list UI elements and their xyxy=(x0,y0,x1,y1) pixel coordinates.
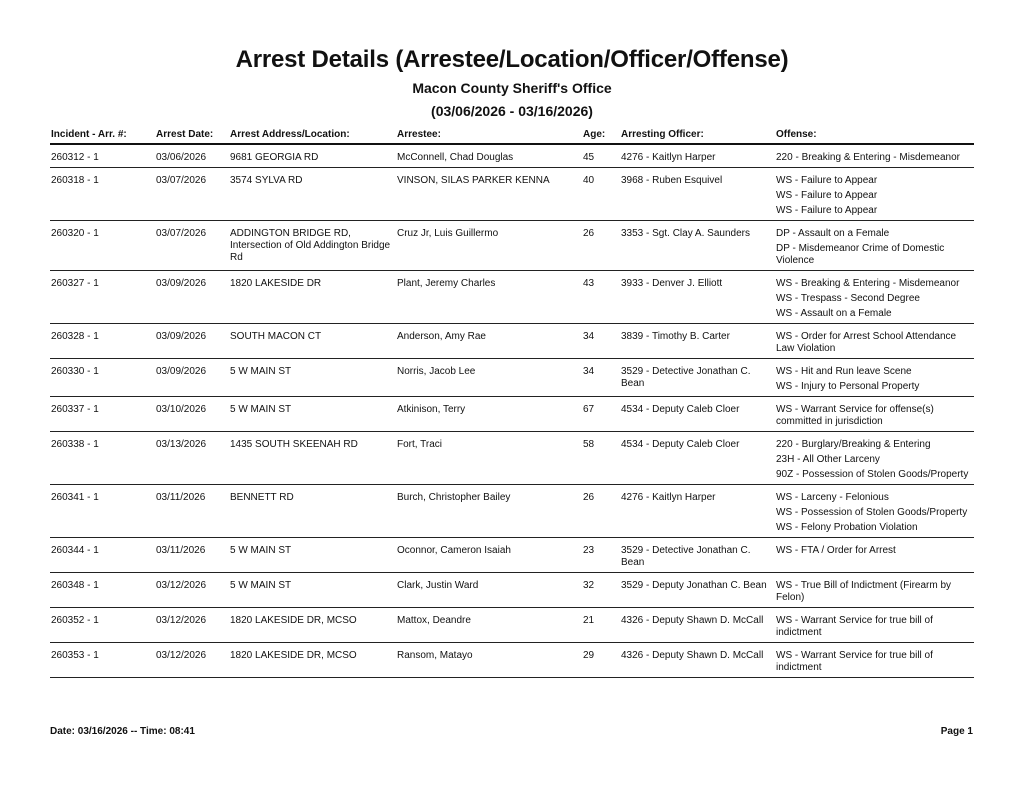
cell-offenses xyxy=(775,221,974,271)
arrest-table xyxy=(50,125,974,678)
cell-address: 1820 LAKESIDE DR, MCSO xyxy=(229,608,396,643)
offense-item: 220 - Burglary/Breaking & Entering xyxy=(776,439,931,450)
offense-item: WS - FTA / Order for Arrest xyxy=(776,545,896,556)
offense-item: WS - Felony Probation Violation xyxy=(776,522,918,533)
offense-item: 220 - Breaking & Entering - Misdemeanor xyxy=(776,152,960,163)
cell-arrest-date: 03/11/2026 xyxy=(155,485,229,538)
cell-incident: 260353 - 1 xyxy=(50,643,155,678)
cell-officer: 4276 - Kaitlyn Harper xyxy=(620,144,775,168)
cell-officer: 3353 - Sgt. Clay A. Saunders xyxy=(620,221,775,271)
col-header-age: Age: xyxy=(582,125,620,144)
cell-arrest-date: 03/11/2026 xyxy=(155,538,229,573)
cell-arrestee: Plant, Jeremy Charles xyxy=(396,271,582,324)
cell-officer: 4534 - Deputy Caleb Cloer xyxy=(620,432,775,485)
cell-address: 5 W MAIN ST xyxy=(229,359,396,397)
cell-age: 34 xyxy=(582,359,620,397)
cell-arrest-date: 03/12/2026 xyxy=(155,573,229,608)
cell-offenses xyxy=(775,359,974,397)
offense-item: WS - Failure to Appear xyxy=(776,205,878,216)
offense-item: DP - Assault on a Female xyxy=(776,228,890,239)
offense-item: WS - True Bill of Indictment (Firearm by Felon) xyxy=(776,580,952,603)
cell-offenses xyxy=(775,144,974,168)
cell-incident: 260318 - 1 xyxy=(50,168,155,221)
cell-arrestee: Cruz Jr, Luis Guillermo xyxy=(396,221,582,271)
cell-incident: 260341 - 1 xyxy=(50,485,155,538)
cell-offenses xyxy=(775,168,974,221)
cell-officer: 3529 - Detective Jonathan C. Bean xyxy=(620,538,775,573)
cell-address: 5 W MAIN ST xyxy=(229,397,396,432)
offense-item: WS - Order for Arrest School Attendance Law Violation xyxy=(776,331,957,354)
cell-offenses xyxy=(775,324,974,359)
table-row xyxy=(50,359,974,397)
cell-offenses xyxy=(775,271,974,324)
cell-age: 40 xyxy=(582,168,620,221)
cell-offenses xyxy=(775,643,974,678)
table-row xyxy=(50,432,974,485)
table-row xyxy=(50,485,974,538)
cell-incident: 260320 - 1 xyxy=(50,221,155,271)
cell-officer: 3968 - Ruben Esquivel xyxy=(620,168,775,221)
cell-age: 21 xyxy=(582,608,620,643)
cell-arrestee: Norris, Jacob Lee xyxy=(396,359,582,397)
cell-offenses xyxy=(775,432,974,485)
offense-item: WS - Possession of Stolen Goods/Property xyxy=(776,507,968,518)
cell-address: 1435 SOUTH SKEENAH RD xyxy=(229,432,396,485)
cell-arrest-date: 03/13/2026 xyxy=(155,432,229,485)
cell-address: SOUTH MACON CT xyxy=(229,324,396,359)
offense-item: WS - Assault on a Female xyxy=(776,308,892,319)
cell-arrest-date: 03/12/2026 xyxy=(155,608,229,643)
table-row xyxy=(50,573,974,608)
cell-offenses xyxy=(775,485,974,538)
cell-officer: 4326 - Deputy Shawn D. McCall xyxy=(620,608,775,643)
cell-age: 26 xyxy=(582,221,620,271)
cell-arrest-date: 03/07/2026 xyxy=(155,221,229,271)
cell-arrestee: Oconnor, Cameron Isaiah xyxy=(396,538,582,573)
col-header-arrest-date: Arrest Date: xyxy=(155,125,229,144)
report-title: Arrest Details (Arrestee/Location/Officer/Offense) xyxy=(235,46,789,73)
cell-arrestee: McConnell, Chad Douglas xyxy=(396,144,582,168)
cell-officer: 3529 - Detective Jonathan C. Bean xyxy=(620,359,775,397)
cell-address: 1820 LAKESIDE DR xyxy=(229,271,396,324)
cell-incident: 260338 - 1 xyxy=(50,432,155,485)
cell-incident: 260344 - 1 xyxy=(50,538,155,573)
cell-incident: 260348 - 1 xyxy=(50,573,155,608)
cell-incident: 260352 - 1 xyxy=(50,608,155,643)
cell-arrest-date: 03/10/2026 xyxy=(155,397,229,432)
table-row xyxy=(50,271,974,324)
col-header-incident: Incident - Arr. #: xyxy=(50,125,155,144)
cell-age: 45 xyxy=(582,144,620,168)
offense-item: 23H - All Other Larceny xyxy=(776,454,880,465)
offense-item: WS - Injury to Personal Property xyxy=(776,381,920,392)
cell-arrestee: Atkinison, Terry xyxy=(396,397,582,432)
offense-item: WS - Larceny - Felonious xyxy=(776,492,889,503)
offense-item: WS - Hit and Run leave Scene xyxy=(776,366,912,377)
offense-item: DP - Misdemeanor Crime of Domestic Violence xyxy=(776,243,945,266)
cell-arrestee: VINSON, SILAS PARKER KENNA xyxy=(396,168,582,221)
table-row xyxy=(50,397,974,432)
cell-address: 5 W MAIN ST xyxy=(229,538,396,573)
col-header-arrestee: Arrestee: xyxy=(396,125,582,144)
cell-arrest-date: 03/07/2026 xyxy=(155,168,229,221)
page-number: Page 1 xyxy=(940,726,973,737)
cell-address: 5 W MAIN ST xyxy=(229,573,396,608)
cell-arrest-date: 03/09/2026 xyxy=(155,359,229,397)
offense-item: WS - Warrant Service for offense(s) committed in jurisdiction xyxy=(776,404,934,427)
offense-item: WS - Warrant Service for true bill of indictment xyxy=(776,650,933,673)
cell-offenses xyxy=(775,538,974,573)
offense-item: WS - Warrant Service for true bill of indictment xyxy=(776,615,933,638)
cell-arrestee: Fort, Traci xyxy=(396,432,582,485)
cell-officer: 3839 - Timothy B. Carter xyxy=(620,324,775,359)
table-row xyxy=(50,221,974,271)
cell-arrest-date: 03/09/2026 xyxy=(155,271,229,324)
cell-offenses xyxy=(775,608,974,643)
cell-incident: 260337 - 1 xyxy=(50,397,155,432)
cell-age: 23 xyxy=(582,538,620,573)
cell-arrestee: Mattox, Deandre xyxy=(396,608,582,643)
cell-officer: 4534 - Deputy Caleb Cloer xyxy=(620,397,775,432)
print-timestamp: Date: 03/16/2026 -- Time: 08:41 xyxy=(50,726,195,737)
cell-address: 3574 SYLVA RD xyxy=(229,168,396,221)
cell-incident: 260327 - 1 xyxy=(50,271,155,324)
cell-offenses xyxy=(775,573,974,608)
cell-incident: 260312 - 1 xyxy=(50,144,155,168)
cell-address: BENNETT RD xyxy=(229,485,396,538)
col-header-offense: Offense: xyxy=(775,125,974,144)
table-row xyxy=(50,608,974,643)
cell-arrest-date: 03/12/2026 xyxy=(155,643,229,678)
cell-offenses xyxy=(775,397,974,432)
cell-address: ADDINGTON BRIDGE RD, Intersection of Old Addington Bridge Rd xyxy=(229,221,396,271)
cell-age: 29 xyxy=(582,643,620,678)
agency-name: Macon County Sheriff's Office xyxy=(412,80,612,96)
cell-age: 32 xyxy=(582,573,620,608)
offense-item: 90Z - Possession of Stolen Goods/Property xyxy=(776,469,969,480)
table-header-row xyxy=(50,125,974,144)
date-range: (03/06/2026 - 03/16/2026) xyxy=(431,103,593,119)
cell-officer: 3529 - Deputy Jonathan C. Bean xyxy=(620,573,775,608)
offense-item: WS - Failure to Appear xyxy=(776,175,878,186)
cell-arrestee: Burch, Christopher Bailey xyxy=(396,485,582,538)
offense-item: WS - Trespass - Second Degree xyxy=(776,293,920,304)
table-row xyxy=(50,643,974,678)
cell-age: 43 xyxy=(582,271,620,324)
cell-arrestee: Ransom, Matayo xyxy=(396,643,582,678)
cell-age: 58 xyxy=(582,432,620,485)
cell-arrestee: Clark, Justin Ward xyxy=(396,573,582,608)
cell-address: 9681 GEORGIA RD xyxy=(229,144,396,168)
table-row xyxy=(50,144,974,168)
offense-item: WS - Failure to Appear xyxy=(776,190,878,201)
cell-arrest-date: 03/09/2026 xyxy=(155,324,229,359)
cell-officer: 4326 - Deputy Shawn D. McCall xyxy=(620,643,775,678)
col-header-officer: Arresting Officer: xyxy=(620,125,775,144)
cell-address: 1820 LAKESIDE DR, MCSO xyxy=(229,643,396,678)
table-row xyxy=(50,168,974,221)
cell-age: 26 xyxy=(582,485,620,538)
cell-arrestee: Anderson, Amy Rae xyxy=(396,324,582,359)
cell-age: 67 xyxy=(582,397,620,432)
cell-officer: 3933 - Denver J. Elliott xyxy=(620,271,775,324)
table-body xyxy=(50,144,974,678)
cell-arrest-date: 03/06/2026 xyxy=(155,144,229,168)
cell-officer: 4276 - Kaitlyn Harper xyxy=(620,485,775,538)
cell-incident: 260330 - 1 xyxy=(50,359,155,397)
offense-item: WS - Breaking & Entering - Misdemeanor xyxy=(776,278,960,289)
table-row xyxy=(50,324,974,359)
table-row xyxy=(50,538,974,573)
col-header-address: Arrest Address/Location: xyxy=(229,125,396,144)
cell-incident: 260328 - 1 xyxy=(50,324,155,359)
cell-age: 34 xyxy=(582,324,620,359)
